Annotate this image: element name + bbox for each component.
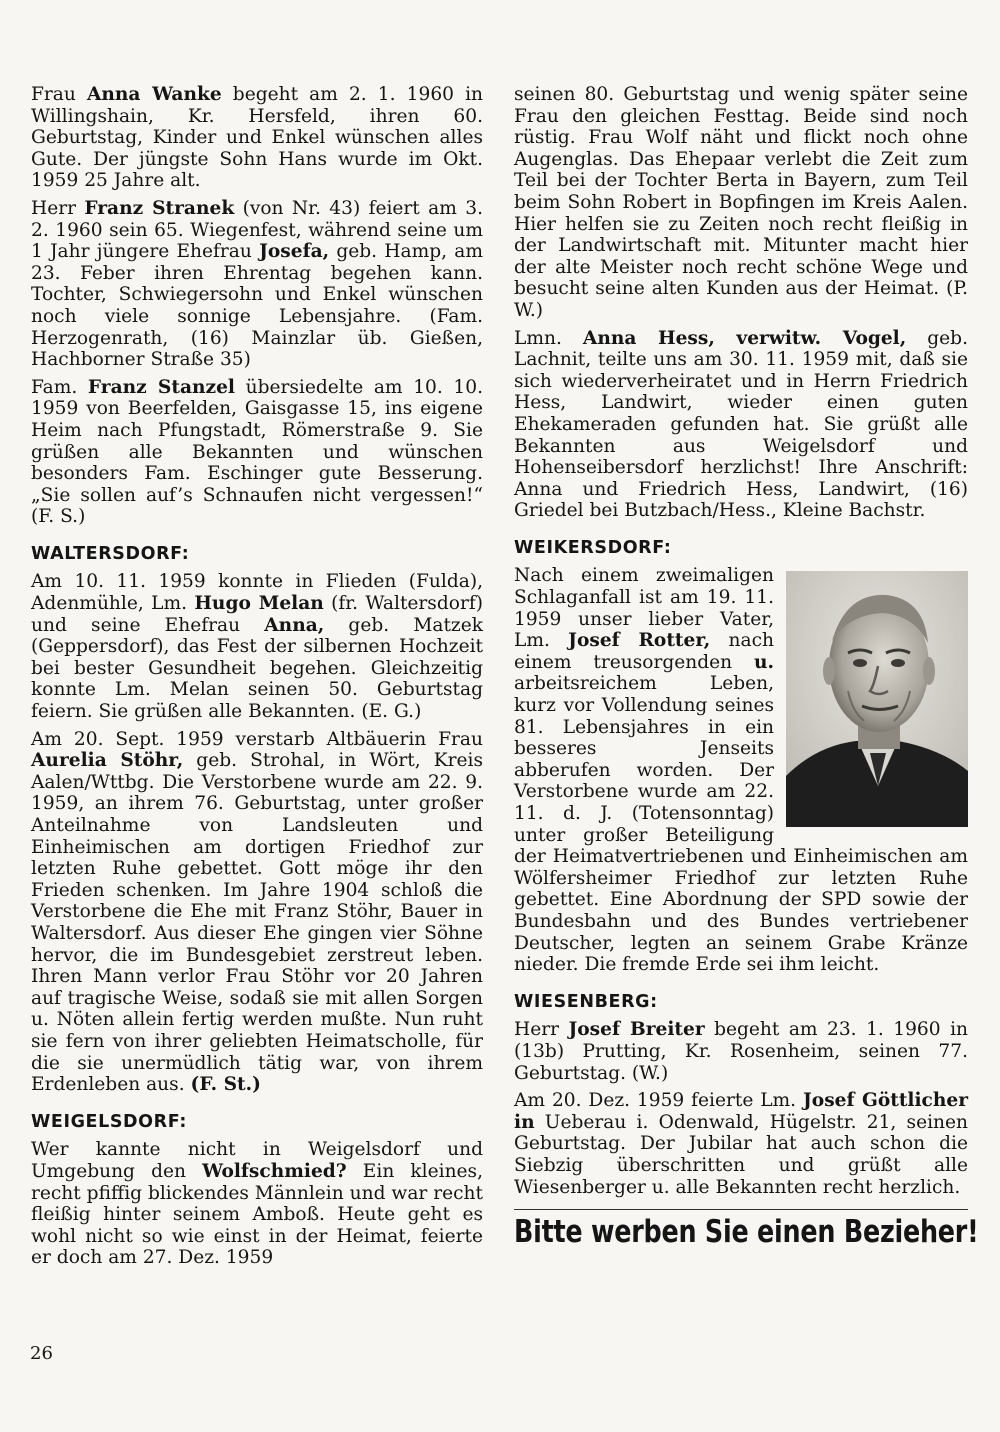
entry-hugo-melan: Am 10. 11. 1959 konnte in Flieden (Fulda), Adenmühle, Lm. Hugo Melan (fr. Waltersdorf) und seine Ehefrau Anna, geb. Matzek (Geppersdorf), das Fest der silbernen Hochzeit bei bester Gesundheit begehen. Gleichzeitig konnte Lm. Melan seinen 50. Geburtstag feiern. Sie grüßen alle Bekannten. (E. G.) bbox=[31, 571, 483, 723]
section-heading-wiesenberg: WIESENBERG: bbox=[514, 991, 658, 1012]
person-name: Anna, bbox=[264, 614, 325, 636]
divider bbox=[514, 1209, 968, 1210]
entry-franz-stranek: Herr Franz Stranek (von Nr. 43) feiert am 3. 2. 1960 sein 65. Wiegenfest, während seine um 1 Jahr jüngere Ehefrau Josefa, geb. Hamp, am 23. Feber ihren Ehrentag begehen kann. Tochter, Schwiegersohn und Enkel wünschen noch viele sonnige Lebensjahre. (Fam. Herzogenrath, (16) Mainzlar üb. Gießen, Hachborner Straße 35) bbox=[31, 197, 483, 371]
section-heading-weikersdorf: WEIKERSDORF: bbox=[514, 537, 672, 558]
person-name: Hugo Melan bbox=[194, 593, 324, 615]
person-name: Josef Breiter bbox=[568, 1019, 705, 1041]
right-column bbox=[514, 84, 979, 1251]
entry-josef-rotter: Nach einem zweimaligen Schlaganfall ist am 19. 11. 1959 unser lieber Vater, Lm. Josef Rotter, nach einem treusorgenden u. arbeitsreichem Leben, kurz vor Vollendung seines 81. Lebensjahres in ein besseres Jenseits abberufen worden. Der Verstorbene wurde am 22. 11. d. J. (Totensonntag) unter großer Beteiligung der Heimatvertriebenen und Einheimischen am Wölfersheimer Friedhof zur letzten Ruhe gebettet. Eine Abordnung der SPD sowie der Bundesbahn und des Bundes vertriebener Deutscher, legten an seinem Grabe Kränze nieder. Die fremde Erde sei ihm leicht. bbox=[514, 565, 968, 976]
entry-wolfschmied: Wer kannte nicht in Weigelsdorf und Umgebung den Wolfschmied? Ein kleines, recht pfiffig blickendes Männlein und war recht fleißig hinter seinem Amboß. Heute geht es wohl nicht so wie einst in der Heimat, feierte er doch am 27. Dez. 1959 bbox=[31, 1139, 483, 1269]
section-heading-waltersdorf: WALTERSDORF: bbox=[31, 543, 190, 564]
section-heading-weigelsdorf: WEIGELSDORF: bbox=[31, 1111, 187, 1132]
entry-anna-wanke: Frau Anna Wanke begeht am 2. 1. 1960 in Willingshain, Kr. Hersfeld, ihren 60. Geburtstag, Kinder und Enkel wünschen alles Gute. Der jüngste Sohn Hans wurde im Okt. 1959 25 Jahre alt. bbox=[31, 84, 483, 192]
person-name: Josef Göttlicher bbox=[803, 1090, 968, 1112]
portrait-photo-icon bbox=[786, 571, 968, 827]
person-name: Aurelia Stöhr, bbox=[31, 750, 184, 772]
person-name: Franz Stanzel bbox=[87, 376, 235, 398]
person-name: Anna Wanke bbox=[86, 84, 222, 105]
left-column bbox=[31, 84, 483, 1275]
person-name: Anna Hess, verwitw. Vogel, bbox=[582, 327, 907, 349]
entry-josef-breiter: Herr Josef Breiter begeht am 23. 1. 1960 in (13b) Prutting, Kr. Rosenheim, seinen 77. Geburtstag. (W.) bbox=[514, 1019, 968, 1084]
author-signature: (F. St.) bbox=[190, 1074, 261, 1096]
entry-anna-hess: Lmn. Anna Hess, verwitw. Vogel, geb. Lachnit, teilte uns am 30. 11. 1959 mit, daß sie sich wiederverheiratet und in Herrn Friedrich Hess, Landwirt, wieder einen guten Ehekameraden gefunden hat. Sie grüßt alle Bekannten aus Weigelsdorf und Hohenseibersdorf herzlichst! Ihre Anschrift: Anna und Friedrich Hess, Landwirt, (16) Griedel bei Butzbach/Hess., Kleine Bachstr. bbox=[514, 327, 968, 522]
person-name: Franz Stranek bbox=[84, 197, 235, 219]
person-name: Wolfschmied? bbox=[202, 1160, 347, 1182]
entry-franz-stanzel: Fam. Franz Stanzel übersiedelte am 10. 10. 1959 von Beerfelden, Gaisgasse 15, ins eigene Heim nach Pfungstadt, Römerstraße 9. Sie grüßen alle Bekannten und wünschen besonders Fam. Eschinger gute Besserung. „Sie sollen auf’s Schnaufen nicht vergessen!“ (F. S.) bbox=[31, 376, 483, 528]
entry-wolfschmied-continued: seinen 80. Geburtstag und wenig später seine Frau den gleichen Festtag. Beide sind noch rüstig. Frau Wolf näht und flickt noch ohne Augenglas. Das Ehepaar verlebt die Zeit zum Teil bei der Tochter Berta in Bayern, zum Teil beim Sohn Robert in Bopfingen im Kreis Aalen. Hier helfen sie zu Zeiten noch recht fleißig in der Landwirtschaft mit. Mitunter macht hier der alte Meister noch recht schöne Wege und besucht seine alten Kunden aus der Heimat. (P. W.) bbox=[514, 84, 968, 321]
page-number: 26 bbox=[30, 1343, 53, 1364]
subscription-slogan: Bitte werben Sie einen Bezieher! bbox=[514, 1214, 979, 1251]
entry-aurelia-stoehr: Am 20. Sept. 1959 verstarb Altbäuerin Frau Aurelia Stöhr, geb. Strohal, in Wört, Kreis Aalen/Wttbg. Die Verstorbene wurde am 22. 9. 1959, an ihrem 76. Geburtstag, unter großer Anteilnahme von Landsleuten und Einheimischen am dortigen Friedhof zur letzten Ruhe gebettet. Gott möge ihr den Frieden schenken. Im Jahre 1904 schloß die Verstorbene die Ehe mit Franz Stöhr, Bauer in Waltersdorf. Aus dieser Ehe gingen vier Söhne hervor, die im Bundesgebiet zerstreut leben. Ihren Mann verlor Frau Stöhr vor 20 Jahren auf tragische Weise, sodaß sie mit allen Sorgen u. Nöten allein fertig werden mußte. Nun ruht sie fern von ihrer geliebten Heimatscholle, für die sie unermüdlich tätig war, von ihrem Erdenleben aus. (F. St.) bbox=[31, 728, 483, 1096]
person-name: Josef Rotter, bbox=[568, 630, 711, 652]
entry-josef-goettlicher: Am 20. Dez. 1959 feierte Lm. Josef Göttlicher in Ueberau i. Odenwald, Hügelstr. 21, seinen Geburtstag. Der Jubilar hat auch schon die Siebzig überschritten und grüßt alle Wiesenberger u. alle Bekannten recht herzlich. bbox=[514, 1090, 968, 1198]
portrait-photo bbox=[786, 571, 968, 827]
person-name: Josefa, bbox=[259, 241, 330, 263]
